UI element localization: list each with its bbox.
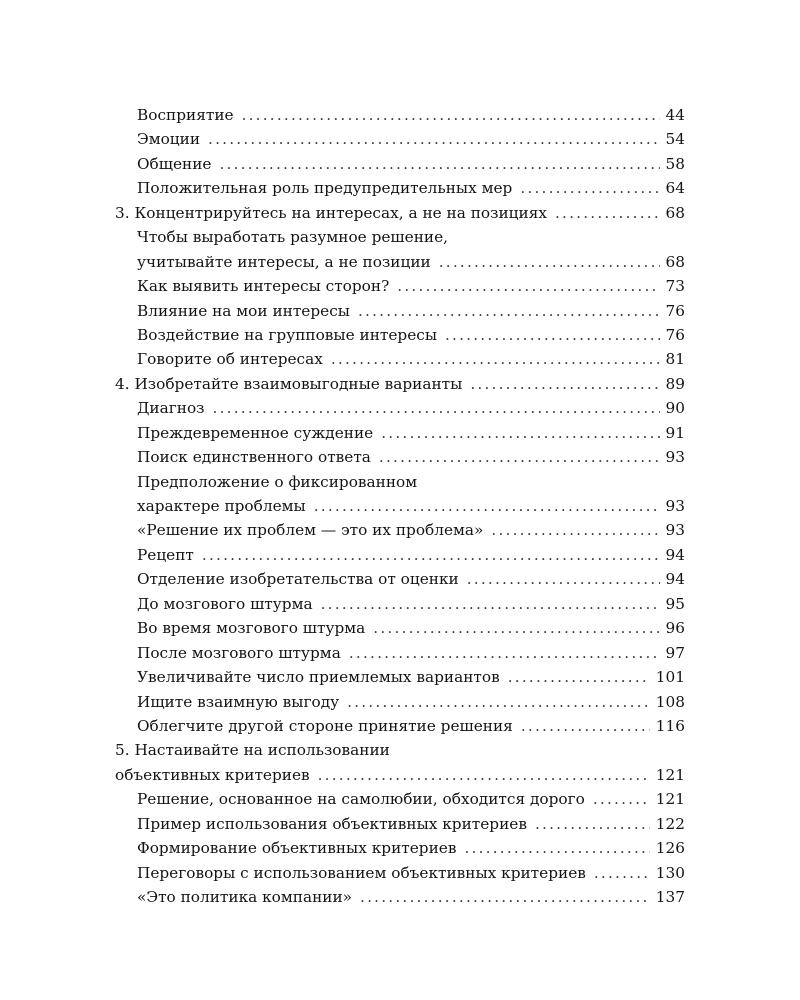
toc-section-row [115, 347, 685, 371]
toc-page-number: 54 [665, 130, 685, 149]
toc-entry-title: Во время мозгового штурма [137, 619, 366, 638]
toc-section-row [115, 812, 685, 836]
toc-page-number: 94 [665, 570, 685, 589]
toc-page-number: 64 [665, 179, 685, 198]
toc-chapter-row [115, 372, 685, 396]
toc-entry-title: 3. Концентрируйтесь на интересах, а не на позициях [115, 203, 547, 222]
toc-page-number: 76 [665, 325, 685, 344]
toc-page-number: 68 [665, 252, 685, 271]
toc-section-row [115, 641, 685, 665]
toc-entry-title: 4. Изобретайте взаимовыгодные варианты [115, 374, 463, 393]
toc-section-row [115, 274, 685, 298]
toc-page-number: 137 [655, 888, 685, 906]
toc-entry-title: Формирование объективных критериев [137, 839, 457, 858]
toc-entry-title: Воздействие на групповые интересы [137, 325, 437, 344]
toc-page-number: 81 [665, 350, 685, 369]
toc-page-number: 126 [655, 839, 685, 858]
dot-leader [347, 690, 650, 714]
toc-page-number: 96 [665, 619, 685, 638]
toc-page-number: 130 [655, 863, 685, 882]
toc-section-row [115, 225, 685, 249]
toc-page-number: 122 [655, 814, 685, 833]
toc-section-row [115, 323, 685, 347]
toc-section-row [115, 836, 685, 860]
toc-entry-title: Чтобы выработать разумное решение, [137, 228, 448, 247]
toc-page-number: 93 [665, 497, 685, 515]
toc-section-row [115, 103, 685, 127]
toc-section-row [115, 445, 685, 469]
toc-section-row [115, 714, 685, 738]
toc-entry-title: Отделение изобретательства от оценки [137, 570, 459, 589]
dot-leader [379, 445, 660, 469]
toc-section-row [115, 127, 685, 151]
dot-leader [520, 176, 659, 200]
toc-page-number: 89 [665, 374, 685, 393]
toc-section-row [115, 299, 685, 323]
toc-entry-title: характере проблемы [137, 497, 306, 515]
toc-page-number: 93 [665, 448, 685, 467]
toc-page-number: 93 [665, 521, 685, 540]
toc-section-row [115, 421, 685, 445]
dot-leader [535, 812, 650, 836]
toc-page-number: 73 [665, 277, 685, 296]
toc-section-row [115, 665, 685, 689]
toc-page-number: 97 [665, 643, 685, 662]
toc-section-row [115, 396, 685, 420]
toc-page-number: 68 [665, 203, 685, 222]
dot-leader [242, 103, 660, 127]
toc-section-row [115, 567, 685, 591]
toc-entry-title: До мозгового штурма [137, 594, 313, 613]
toc-entry-title: Диагноз [137, 399, 205, 418]
toc-section-row [115, 518, 685, 542]
toc-section-row [115, 885, 685, 909]
toc-entry-title: Влияние на мои интересы [137, 301, 350, 320]
toc-page-number: 91 [665, 423, 685, 442]
dot-leader [445, 323, 660, 347]
dot-leader [467, 567, 660, 591]
toc-entry-title: Восприятие [137, 106, 234, 124]
toc-entry-title: После мозгового штурма [137, 643, 341, 662]
dot-leader [373, 616, 659, 640]
toc-entry-title: 5. Настаивайте на использовании [115, 741, 390, 760]
dot-leader [470, 372, 659, 396]
toc-page-number: 116 [655, 716, 685, 735]
toc-section-row [115, 470, 685, 494]
toc-entry-title: Эмоции [137, 130, 201, 149]
dot-leader [360, 885, 650, 909]
dot-leader [555, 201, 660, 225]
toc-page-number: 121 [655, 765, 685, 784]
dot-leader [594, 861, 650, 885]
toc-section-row [115, 616, 685, 640]
toc-entry-title: «Это политика компании» [137, 888, 353, 906]
toc-entry-title: Облегчите другой стороне принятие решения [137, 716, 513, 735]
dot-leader [521, 714, 650, 738]
toc-entry-title: Переговоры с использованием объективных критериев [137, 863, 586, 882]
toc-entry-title: Говорите об интересах [137, 350, 323, 369]
toc-page-number: 94 [665, 545, 685, 564]
dot-leader [593, 787, 650, 811]
toc-page-number: 95 [665, 594, 685, 613]
toc-section-row [115, 176, 685, 200]
toc-section-row [115, 861, 685, 885]
dot-leader [439, 250, 660, 274]
toc-page-number: 101 [655, 668, 685, 687]
toc-chapter-row [115, 201, 685, 225]
toc-entry-title: Общение [137, 154, 212, 173]
dot-leader [202, 543, 660, 567]
toc-entry-title: Положительная роль предупредительных мер [137, 179, 513, 198]
toc-page-number: 58 [665, 154, 685, 173]
dot-leader [318, 763, 650, 787]
toc-entry-title: Увеличивайте число приемлемых вариантов [137, 668, 500, 687]
dot-leader [314, 494, 660, 518]
dot-leader [508, 665, 650, 689]
toc-entry-title: Как выявить интересы сторон? [137, 277, 390, 296]
dot-leader [358, 299, 660, 323]
toc-page-number: 76 [665, 301, 685, 320]
dot-leader [213, 396, 660, 420]
dot-leader [397, 274, 659, 298]
toc-entry-title: учитывайте интересы, а не позиции [137, 252, 431, 271]
toc-page-number: 108 [655, 692, 685, 711]
toc-section-row [115, 690, 685, 714]
dot-leader [464, 836, 649, 860]
dot-leader [321, 592, 660, 616]
toc-chapter-row [115, 763, 685, 787]
toc-page-number: 90 [665, 399, 685, 418]
dot-leader [381, 421, 659, 445]
toc-entry-title: Решение, основанное на самолюбии, обходится дорого [137, 790, 585, 809]
toc-entry-title: Пример использования объективных критериев [137, 814, 527, 833]
toc-entry-title: Предположение о фиксированном [137, 472, 418, 491]
dot-leader [331, 347, 660, 371]
toc-entry-title: Преждевременное суждение [137, 423, 374, 442]
toc-entry-title: объективных критериев [115, 765, 310, 784]
toc-section-row [115, 787, 685, 811]
toc-chapter-row [115, 738, 685, 762]
toc-entry-title: Рецепт [137, 545, 194, 564]
toc-section-row [115, 152, 685, 176]
dot-leader [208, 127, 659, 151]
toc-entry-title: Поиск единственного ответа [137, 448, 371, 467]
toc-entry-title: Ищите взаимную выгоду [137, 692, 340, 711]
dot-leader [491, 518, 659, 542]
table-of-contents [115, 103, 685, 909]
toc-entry-title: «Решение их проблем — это их проблема» [137, 521, 484, 540]
toc-page-number: 121 [655, 790, 685, 809]
toc-section-row [115, 494, 685, 518]
toc-page-number: 44 [665, 106, 685, 124]
dot-leader [219, 152, 659, 176]
toc-section-row [115, 592, 685, 616]
dot-leader [349, 641, 660, 665]
toc-section-row [115, 250, 685, 274]
toc-section-row [115, 543, 685, 567]
